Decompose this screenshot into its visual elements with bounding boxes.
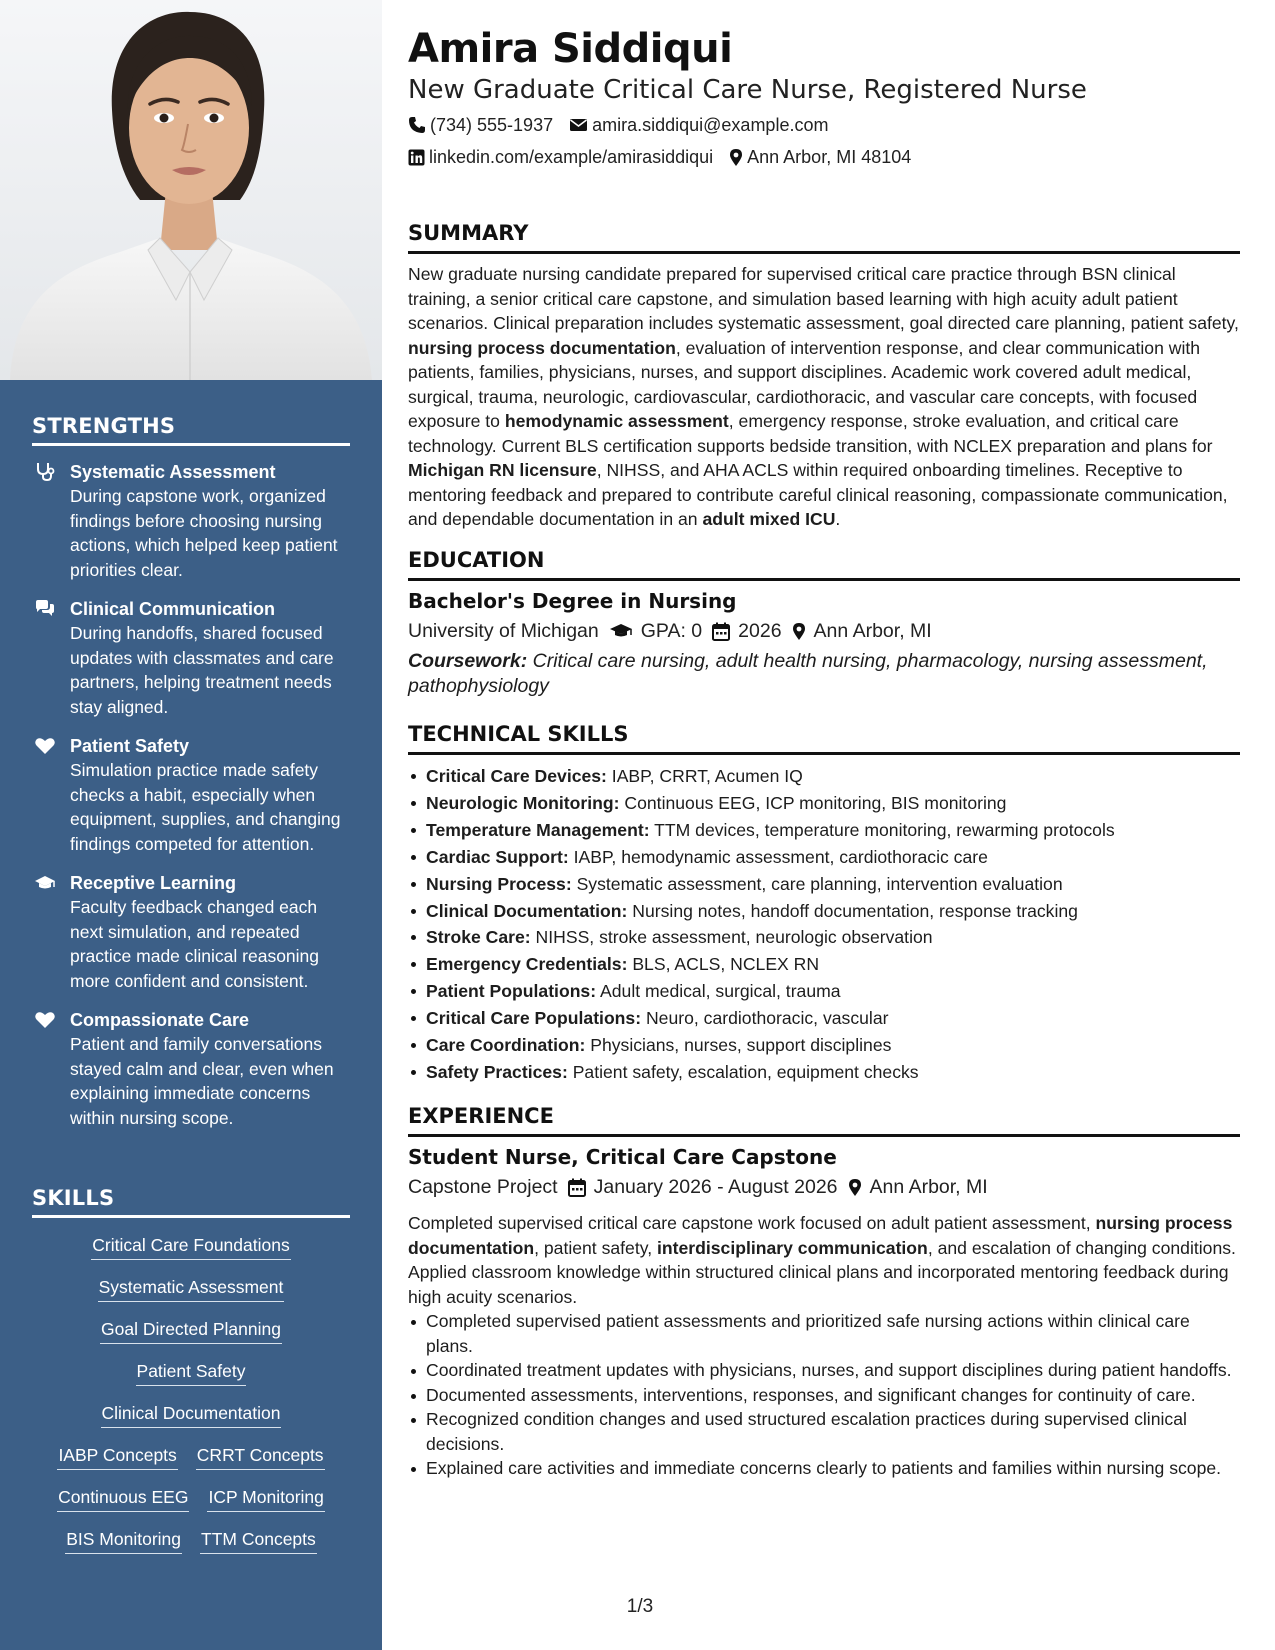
list-item: Coordinated treatment updates with physicians, nurses, and support disciplines during patient handoffs. [408, 1358, 1240, 1383]
phone-icon [408, 116, 426, 134]
phone-contact[interactable] [408, 113, 553, 137]
skill-tag: IABP Concepts [57, 1442, 177, 1470]
strength-title: Receptive Learning [70, 873, 237, 893]
skill-label: Safety Practices: [426, 1061, 568, 1082]
skill-label: Stroke Care: [426, 927, 531, 948]
skill-tag: ICP Monitoring [207, 1484, 324, 1512]
experience-bullets [408, 1309, 1240, 1481]
summary-text [408, 262, 1240, 532]
skill-row [32, 1358, 350, 1386]
list-item [408, 844, 1240, 871]
graduation-cap-icon [34, 873, 56, 893]
skill-value: TTM devices, temperature monitoring, rewarming protocols [649, 819, 1115, 840]
experience-meta [408, 1174, 988, 1200]
list-item [408, 898, 1240, 925]
skill-value: Systematic assessment, care planning, intervention evaluation [571, 873, 1063, 894]
list-item [408, 790, 1240, 817]
skill-value: Adult medical, surgical, trauma [596, 981, 841, 1002]
skill-value: Continuous EEG, ICP monitoring, BIS monitoring [619, 792, 1007, 813]
email-text: amira.siddiqui@example.com [592, 115, 829, 135]
summary-fragment: , evaluation of intervention response, and clear communication with patients, families, physicians, nurses, and support disciplines. Academic work covered adult medical, surgical, trauma, neurologic, cardiovascular, cardiothoracic, and vascular care concepts, with focused exposure to [408, 337, 1201, 431]
skill-row [32, 1526, 350, 1554]
skill-value: Nursing notes, handoff documentation, response tracking [627, 900, 1078, 921]
education-meta [408, 618, 932, 644]
technical-skills-list [408, 763, 1240, 1086]
contact-line [408, 113, 828, 137]
graduation-cap-icon [609, 622, 633, 640]
list-item: Completed supervised patient assessments and prioritized safe nursing actions within clinical care plans. [408, 1309, 1240, 1358]
education-location [792, 618, 932, 644]
skill-tag: Critical Care Foundations [91, 1232, 290, 1260]
skill-tag: Continuous EEG [57, 1484, 189, 1512]
list-item [408, 871, 1240, 898]
experience-fragment: Completed supervised critical care capstone work focused on adult patient assessment, [408, 1213, 1096, 1233]
skill-label: Emergency Credentials: [426, 954, 628, 975]
technical-skills-heading: TECHNICAL SKILLS [408, 720, 1240, 755]
skill-value: BLS, ACLS, NCLEX RN [627, 954, 820, 975]
skill-tag: BIS Monitoring [65, 1526, 182, 1554]
strength-description: Faculty feedback changed each next simulation, and repeated practice made clinical reasoning more confident and consistent. [70, 897, 320, 991]
list-item: Documented assessments, interventions, responses, and significant changes for continuity of care. [408, 1383, 1240, 1408]
strength-item [32, 1008, 352, 1130]
skill-row [32, 1484, 350, 1512]
contact-line [408, 145, 911, 169]
location-text: Ann Arbor, MI 48104 [747, 147, 912, 167]
skill-label: Critical Care Populations: [426, 1008, 642, 1029]
skill-value: Neuro, cardiothoracic, vascular [641, 1008, 889, 1029]
list-item [408, 1005, 1240, 1032]
strength-item [32, 597, 352, 719]
skill-value: NIHSS, stroke assessment, neurologic observation [530, 927, 933, 948]
graduation-year [712, 618, 781, 644]
coursework-label: Coursework: [408, 650, 528, 672]
skill-row [32, 1232, 350, 1260]
skill-row [32, 1442, 350, 1470]
education-location-text: Ann Arbor, MI [813, 620, 932, 642]
envelope-icon [569, 117, 588, 133]
organization-text: Capstone Project [408, 1176, 558, 1198]
skill-row [32, 1400, 350, 1428]
experience-emphasis: interdisciplinary communication [657, 1237, 928, 1258]
experience-fragment: , and escalation of changing conditions. Applied classroom knowledge within structured clinical plans and incorporated mentoring feedback during high acuity scenarios. [408, 1237, 1236, 1307]
coursework [408, 649, 1240, 698]
heart-icon [34, 736, 56, 756]
skill-label: Cardiac Support: [426, 846, 569, 867]
list-item [408, 817, 1240, 844]
experience-heading: EXPERIENCE [408, 1102, 1240, 1137]
role-title: Student Nurse, Critical Care Capstone [408, 1145, 837, 1169]
page-number: 1/3 [626, 1596, 654, 1617]
strength-item [32, 871, 352, 993]
list-item: Recognized condition changes and used structured escalation practices during supervised clinical decisions. [408, 1407, 1240, 1456]
strength-title: Clinical Communication [70, 599, 276, 619]
map-pin-icon [792, 622, 806, 641]
skill-label: Nursing Process: [426, 873, 572, 894]
linkedin-icon [408, 149, 425, 166]
map-pin-icon [729, 148, 743, 167]
strength-description: During capstone work, organized findings before choosing nursing actions, which helped keep patient priorities clear. [70, 486, 338, 580]
strength-item [32, 460, 352, 582]
degree-title: Bachelor's Degree in Nursing [408, 589, 737, 613]
profile-photo [0, 0, 382, 380]
skill-label: Temperature Management: [426, 819, 650, 840]
experience-location-text: Ann Arbor, MI [869, 1176, 988, 1198]
skill-tag: Clinical Documentation [101, 1400, 282, 1428]
skill-tag: Patient Safety [136, 1358, 247, 1386]
calendar-icon [568, 1178, 586, 1197]
gpa-text: GPA: 0 [640, 620, 703, 642]
school-name [408, 618, 599, 644]
organization [408, 1174, 558, 1200]
experience-summary [408, 1211, 1240, 1309]
skill-tag: TTM Concepts [200, 1526, 317, 1554]
skill-tag: Goal Directed Planning [100, 1316, 282, 1344]
skill-label: Patient Populations: [426, 981, 597, 1002]
map-pin-icon [848, 1178, 862, 1197]
summary-emphasis: hemodynamic assessment [504, 411, 729, 431]
school-text: University of Michigan [408, 620, 599, 642]
skill-tag: CRRT Concepts [196, 1442, 325, 1470]
candidate-name: Amira Siddiqui [408, 26, 733, 72]
strength-description: Simulation practice made safety checks a habit, especially when equipment, supplies, and changing findings competed for attention. [70, 760, 341, 854]
skill-label: Clinical Documentation: [426, 900, 628, 921]
sidebar [0, 0, 382, 1650]
skill-value: IABP, CRRT, Acumen IQ [606, 766, 803, 786]
skill-tag: Systematic Assessment [98, 1274, 285, 1302]
strength-title: Patient Safety [70, 736, 190, 756]
summary-fragment: , emergency response, stroke evaluation, and critical care technology. Current BLS certification supports bedside transition, with NCLEX preparation and plans for [408, 411, 1213, 456]
year-text: 2026 [738, 620, 782, 642]
strengths-list [32, 460, 352, 1145]
summary-emphasis: Michigan RN licensure [408, 460, 597, 480]
summary-heading: SUMMARY [408, 219, 1240, 254]
list-item [408, 978, 1240, 1005]
summary-fragment: . [835, 509, 841, 529]
strength-title: Systematic Assessment [70, 462, 276, 482]
summary-emphasis: adult mixed ICU [702, 509, 836, 529]
strengths-heading: STRENGTHS [32, 414, 350, 446]
strength-description: During handoffs, shared focused updates with classmates and care partners, helping treatment needs stay aligned. [70, 623, 334, 717]
summary-fragment: New graduate nursing candidate prepared for supervised critical care practice through BSN clinical training, a senior critical care capstone, and simulation based learning with high acuity adult patient scenarios. Clinical preparation includes systematic assessment, goal directed care planning, patient safety, [408, 264, 1239, 333]
calendar-icon [712, 622, 730, 641]
list-item [408, 924, 1240, 951]
comments-icon [34, 599, 56, 619]
heart-icon [34, 1010, 56, 1030]
gpa [609, 618, 702, 644]
employment-dates [568, 1174, 838, 1200]
skill-row [32, 1316, 350, 1344]
skill-value: Patient safety, escalation, equipment checks [567, 1061, 919, 1082]
linkedin-text: linkedin.com/example/amirasiddiqui [429, 147, 714, 167]
strength-item [32, 734, 352, 856]
list-item [408, 1059, 1240, 1086]
skill-label: Neurologic Monitoring: [426, 792, 620, 813]
skills-heading: SKILLS [32, 1186, 350, 1218]
skill-value: Physicians, nurses, support disciplines [585, 1035, 892, 1056]
list-item: Explained care activities and immediate concerns clearly to patients and families within nursing scope. [408, 1456, 1240, 1481]
list-item [408, 1032, 1240, 1059]
list-item [408, 951, 1240, 978]
phone-text: (734) 555-1937 [430, 115, 554, 135]
skills-list [32, 1232, 350, 1568]
location-contact [729, 145, 911, 169]
experience-emphasis: nursing process documentation [408, 1213, 1233, 1258]
experience-fragment: , patient safety, [534, 1237, 657, 1258]
skill-label: Critical Care Devices: [426, 766, 607, 786]
candidate-headline: New Graduate Critical Care Nurse, Registered Nurse [408, 75, 1087, 105]
profile-photo-illustration [0, 0, 382, 380]
strength-title: Compassionate Care [70, 1010, 250, 1030]
skill-row [32, 1274, 350, 1302]
coursework-text: Critical care nursing, adult health nursing, pharmacology, nursing assessment, pathophysiology [408, 650, 1208, 697]
linkedin-contact[interactable] [408, 145, 713, 169]
education-heading: EDUCATION [408, 546, 1240, 581]
experience-location [848, 1174, 988, 1200]
skill-value: IABP, hemodynamic assessment, cardiothoracic care [568, 846, 988, 867]
email-contact[interactable] [569, 113, 828, 137]
summary-fragment: , NIHSS, and AHA ACLS within required onboarding timelines. Receptive to mentoring feedback and prepared to contribute careful clinical reasoning, compassionate communication, and dependable documentation in an [408, 460, 1228, 529]
strength-description: Patient and family conversations stayed calm and clear, even when explaining immediate concerns within nursing scope. [70, 1034, 334, 1128]
list-item [408, 763, 1240, 790]
dates-text: January 2026 - August 2026 [593, 1176, 838, 1198]
stethoscope-icon [34, 462, 56, 482]
skill-label: Care Coordination: [426, 1035, 586, 1056]
summary-emphasis: nursing process documentation [408, 337, 676, 358]
